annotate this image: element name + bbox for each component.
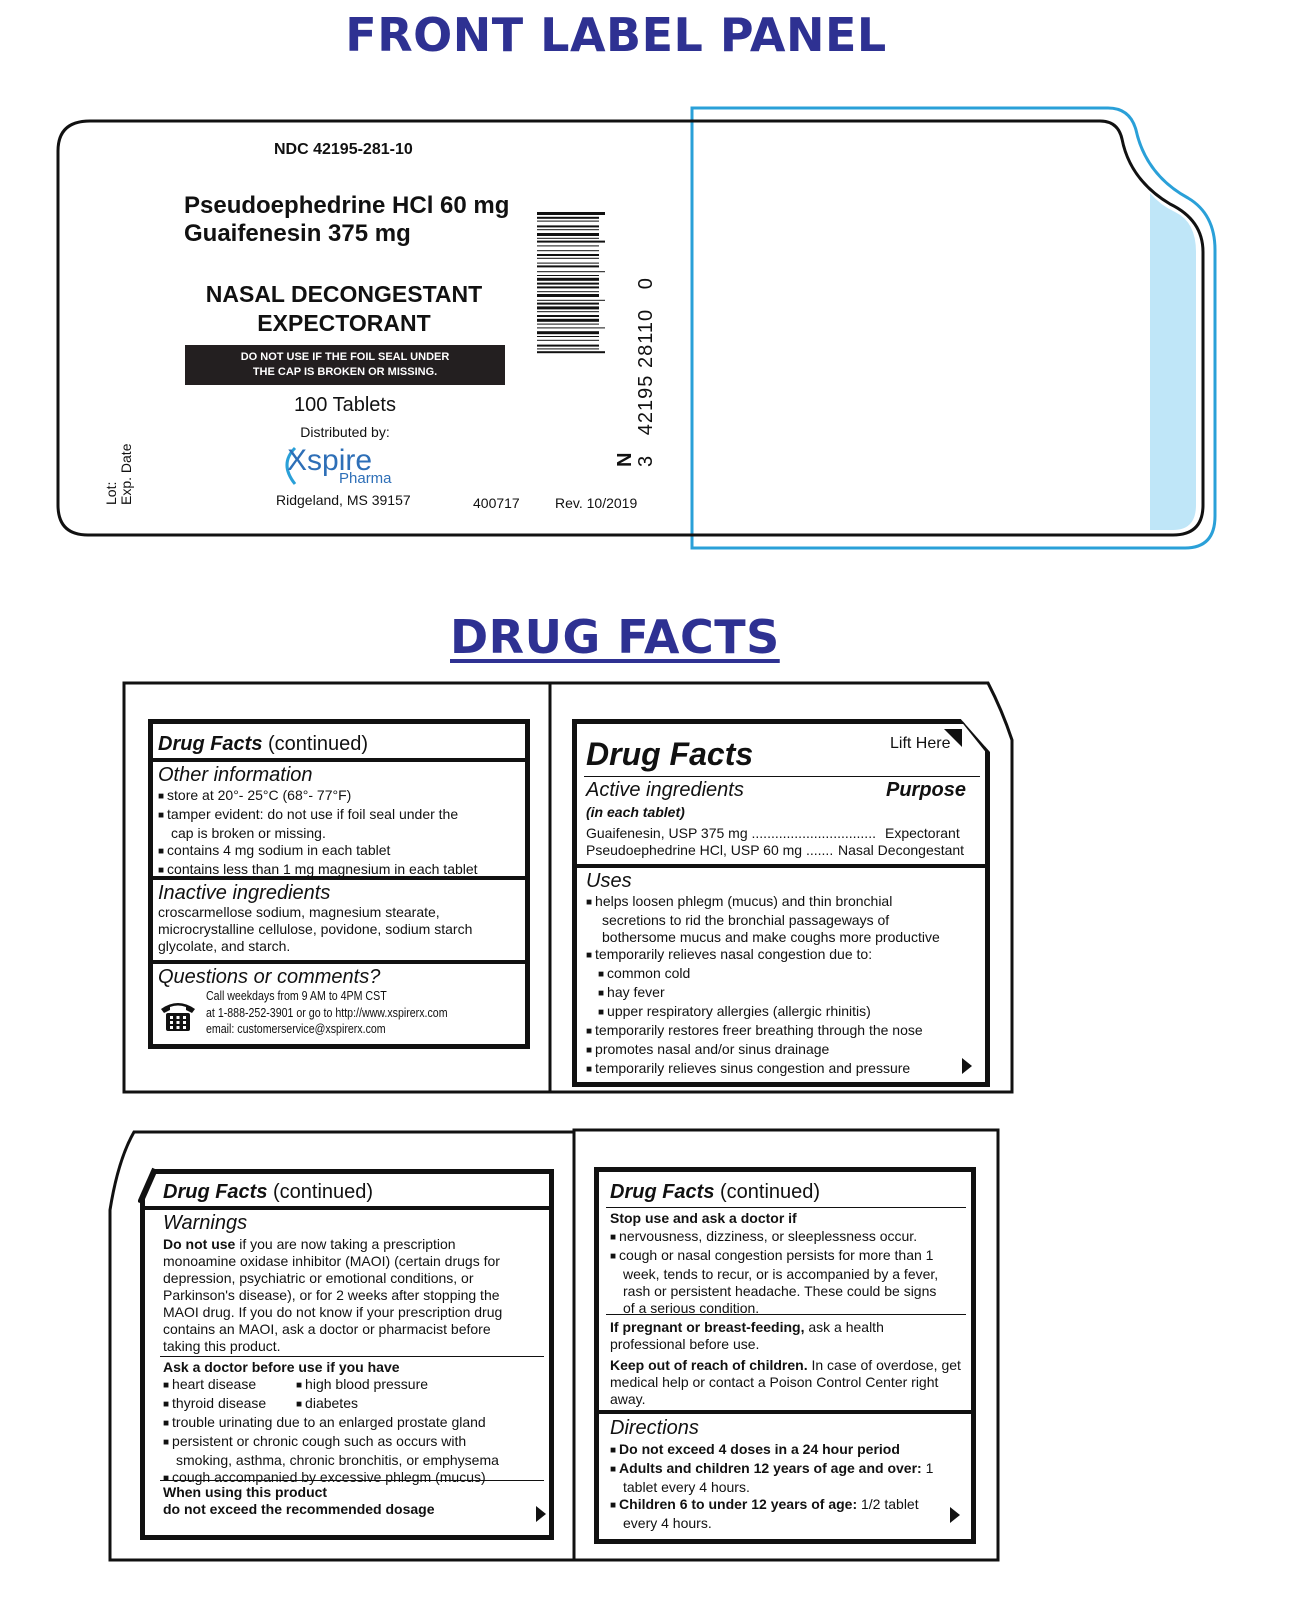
distributor-city: Ridgeland, MS 39157 [276,492,411,508]
barcode-bar [537,303,599,305]
direction-item: every 4 hours. [623,1515,712,1531]
foil-seal-warning [185,345,505,385]
barcode-bar [537,254,599,256]
barcode-bar [537,306,599,309]
lot-exp-field [104,482,119,505]
barcode-bars [537,212,605,444]
warnings-panel-title [163,1181,373,1204]
direction-bold: Children 6 to under 12 years of age: [619,1496,858,1512]
barcode-bar [537,263,599,264]
keep-out-line: medical help or contact a Poison Control Center right [610,1374,939,1390]
warnings-rule-3 [160,1480,544,1481]
barcode-bar [537,229,599,230]
uses-item: secretions to rid the bronchial passageways of [602,912,890,928]
barcode-bar [537,351,605,353]
lift-here-corner-icon [944,729,962,747]
barcode-bar [537,324,599,325]
other-info-item: ■ contains less than 1 mg magnesium in each tablet [158,861,478,880]
barcode-bar [537,225,599,227]
other-rule-2 [153,876,525,880]
do-not-use-line: depression, psychiatric or emotional conditions, or [163,1270,474,1286]
warnings-title-cont: (continued) [267,1181,374,1203]
title-rule [584,776,980,777]
barcode-bar [537,265,599,267]
stop-title-cont: (continued) [714,1181,821,1203]
ask-item: ■ high blood pressure [296,1376,428,1392]
barcode-bar [537,238,599,239]
barcode-bar [537,212,605,215]
questions-email: email: customerservice@xspirerx.com [206,1022,386,1036]
inactive-heading: Inactive ingredients [158,882,331,904]
pregnancy-rest: ask a health [804,1319,884,1335]
direction-bold: Adults and children 12 years of age and over: [619,1460,922,1476]
do-not-use-line: Parkinson's disease), or for 2 weeks after stopping the [163,1287,500,1303]
questions-heading: Questions or comments? [158,966,381,988]
barcode-bar [537,291,599,292]
barcode-bar [537,300,605,301]
barcode [537,212,605,444]
barcode-bar [537,348,599,349]
continue-arrow-icon [536,1506,546,1522]
telephone-icon [158,997,198,1033]
stop-panel-title [610,1181,820,1204]
keep-out-line: away. [610,1391,646,1407]
front-label-heading: FRONT LABEL PANEL [345,8,887,62]
purpose-heading: Purpose [886,779,967,801]
barcode-bar [537,233,599,236]
revision-date: Rev. 10/2019 [555,495,638,511]
inactive-list [158,904,472,955]
continue-arrow-icon [962,1058,972,1074]
do-not-use-text [163,1236,502,1355]
uses-item: ■ promotes nasal and/or sinus drainage [586,1041,940,1060]
stop-item: week, tends to recur, or is accompanied by a fever, [623,1266,939,1282]
when-using-heading: When using this product [163,1484,328,1500]
barcode-bar [537,311,599,312]
barcode-bar [537,271,605,272]
stop-item: rash or persistent headache. These could be signs [623,1283,937,1299]
barcode-bar [537,241,605,243]
questions-contact [206,988,448,1038]
warnings-heading: Warnings [163,1212,248,1234]
stop-item: ■ nervousness, dizziness, or sleeplessness occur. [610,1228,938,1247]
foil-warning-line1: DO NOT USE IF THE FOIL SEAL UNDER [240,351,450,363]
pregnancy-bold: If pregnant or breast-feeding, [610,1319,805,1335]
uses-item: ■ upper respiratory allergies (allergic rhinitis) [586,1003,940,1022]
barcode-bar [537,327,605,328]
other-info-item: cap is broken or missing. [171,825,326,841]
ingredient-1-purpose: Expectorant [885,825,960,841]
stop-item: ■ cough or nasal congestion persists for more than 1 [610,1247,938,1266]
barcode-bar [537,258,599,259]
questions-hours: Call weekdays from 9 AM to 4PM CST [206,989,387,1003]
pregnancy-text [610,1319,884,1353]
stop-rule-2 [606,1314,966,1315]
inactive-line: microcrystalline cellulose, povidone, sodium starch [158,921,473,937]
direction-item: ■ Do not exceed 4 doses in a 24 hour period [610,1441,933,1460]
ask-doctor-heading: Ask a doctor before use if you have [163,1359,400,1375]
other-info-item: ■ tamper evident: do not use if foil seal under the [158,806,478,825]
barcode-bar [537,331,599,334]
uses-item: ■ temporarily relieves sinus congestion and pressure [586,1060,940,1079]
other-info-item: ■ contains 4 mg sodium in each tablet [158,842,478,861]
questions-phone-web: at 1-888-252-3901 or go to http://www.xspirerx.com [206,1005,448,1020]
active-ingredients-heading: Active ingredients [586,779,744,801]
directions-list [610,1441,933,1532]
other-info-item: ■ store at 20°- 25°C (68°- 77°F) [158,787,478,806]
barcode-bar [537,315,599,317]
drug-type-1: NASAL DECONGESTANT [205,281,483,307]
do-not-use-line: contains an MAOI, ask a doctor or pharmacist before [163,1321,491,1337]
uses-item: bothersome mucus and make coughs more productive [602,929,940,945]
other-title-cont: (continued) [262,733,369,755]
warnings-rule-1 [145,1206,549,1210]
stop-rule-3 [599,1410,971,1414]
barcode-bar [537,217,599,219]
distributed-by: Distributed by: [300,424,390,440]
when-using-text: do not exceed the recommended dosage [163,1501,435,1517]
logo-main-text: Xspire [287,444,373,477]
barcode-bar [537,336,599,337]
drug-facts-heading: DRUG FACTS [450,610,780,664]
other-rule-3 [153,960,525,964]
stop-item: of a serious condition. [623,1300,760,1316]
other-info-list [158,787,478,880]
exp-date-field [119,444,134,505]
ask-item: ■ diabetes [296,1395,358,1411]
tablet-count: 100 Tablets [294,394,396,416]
barcode-bar [537,345,599,347]
in-each-tablet: (in each tablet) [586,804,685,820]
warnings-rule-2 [160,1356,544,1357]
barcode-bar [537,319,599,322]
direction-rest: 1 [921,1460,934,1476]
barcode-bar [537,283,599,285]
ingredient-1-name: Guaifenesin, USP 375 mg ................................ [586,825,876,841]
uses-list [586,893,940,1079]
do-not-use-rest: if you are now taking a prescription [235,1236,456,1252]
barcode-bar [537,294,599,297]
ask-item: ■ thyroid disease [163,1395,296,1414]
uses-item: ■ common cold [586,965,940,984]
other-info-heading: Other information [158,764,313,786]
stop-rule-1 [606,1207,966,1208]
ingredient-2-name: Pseudoephedrine HCl, USP 60 mg ....... [586,842,834,858]
barcode-digits: 3 42195 28110 0 [635,277,657,467]
ask-doctor-list [163,1376,499,1488]
ask-item: ■ cough accompanied by excessive phlegm (mucus) [163,1469,499,1488]
drug-facts-title: Drug Facts [586,736,754,772]
ask-item: ■ persistent or chronic cough such as occurs with [163,1433,499,1452]
barcode-bar [537,278,599,281]
lift-here-tab[interactable]: Lift Here [890,735,951,752]
stop-title-italic: Drug Facts [610,1181,715,1203]
barcode-n: N [614,452,636,467]
pregnancy-line: professional before use. [610,1336,760,1352]
inactive-line: croscarmellose sodium, magnesium stearate, [158,904,440,920]
ask-item: smoking, asthma, chronic bronchitis, or emphysema [176,1452,499,1468]
do-not-use-bold: Do not use [163,1236,236,1252]
keep-out-bold: Keep out of reach of children. [610,1357,808,1373]
direction-item: tablet every 4 hours. [623,1479,750,1495]
barcode-bar [537,221,599,222]
other-title-italic: Drug Facts [158,733,263,755]
directions-heading: Directions [610,1417,699,1439]
keep-out-text [610,1357,961,1408]
barcode-bar [537,250,599,251]
stop-use-heading: Stop use and ask a doctor if [610,1210,797,1226]
lot-label: Lot: [103,481,119,505]
label-code: 400717 [473,495,520,511]
uses-rule [577,864,985,868]
warnings-title-italic: Drug Facts [163,1181,268,1203]
ndc-number: NDC 42195-281-10 [274,141,413,158]
barcode-bar [537,245,599,246]
do-not-use-line: MAOI drug. If you do not know if your prescription drug [163,1304,503,1320]
drug-name-1: Pseudoephedrine HCl 60 mg [184,192,510,219]
inactive-line: glycolate, and starch. [158,938,291,954]
xspire-logo [275,444,415,490]
drug-type-2: EXPECTORANT [257,310,431,336]
uses-item: ■ hay fever [586,984,940,1003]
do-not-use-line: monoamine oxidase inhibitor (MAOI) (certain drugs for [163,1253,500,1269]
keep-out-rest: In case of overdose, get [807,1357,961,1373]
uses-item: ■ temporarily relieves nasal congestion due to: [586,946,940,965]
warnings-corner-cut [138,1167,162,1207]
uses-item: ■ helps loosen phlegm (mucus) and thin bronchial [586,893,940,912]
drug-name-2: Guaifenesin 375 mg [184,220,411,247]
direction-rest: 1/2 tablet [857,1496,919,1512]
foil-warning-line2: THE CAP IS BROKEN OR MISSING. [252,366,438,378]
ingredient-2-purpose: Nasal Decongestant [838,842,965,858]
continue-arrow-icon [950,1507,960,1523]
barcode-bar [537,275,599,276]
uses-heading: Uses [586,870,632,892]
ask-item: ■ trouble urinating due to an enlarged prostate gland [163,1414,499,1433]
other-panel-title [158,733,368,756]
exp-label: Exp. Date [118,443,134,505]
other-rule-1 [153,758,525,762]
uses-item: ■ temporarily restores freer breathing through the nose [586,1022,940,1041]
stop-use-list [610,1228,938,1317]
barcode-bar [537,340,599,341]
do-not-use-line: taking this product. [163,1338,281,1354]
logo-sub-text: Pharma [339,470,392,487]
ask-item: ■ heart disease [163,1376,296,1395]
barcode-bar [537,286,599,288]
